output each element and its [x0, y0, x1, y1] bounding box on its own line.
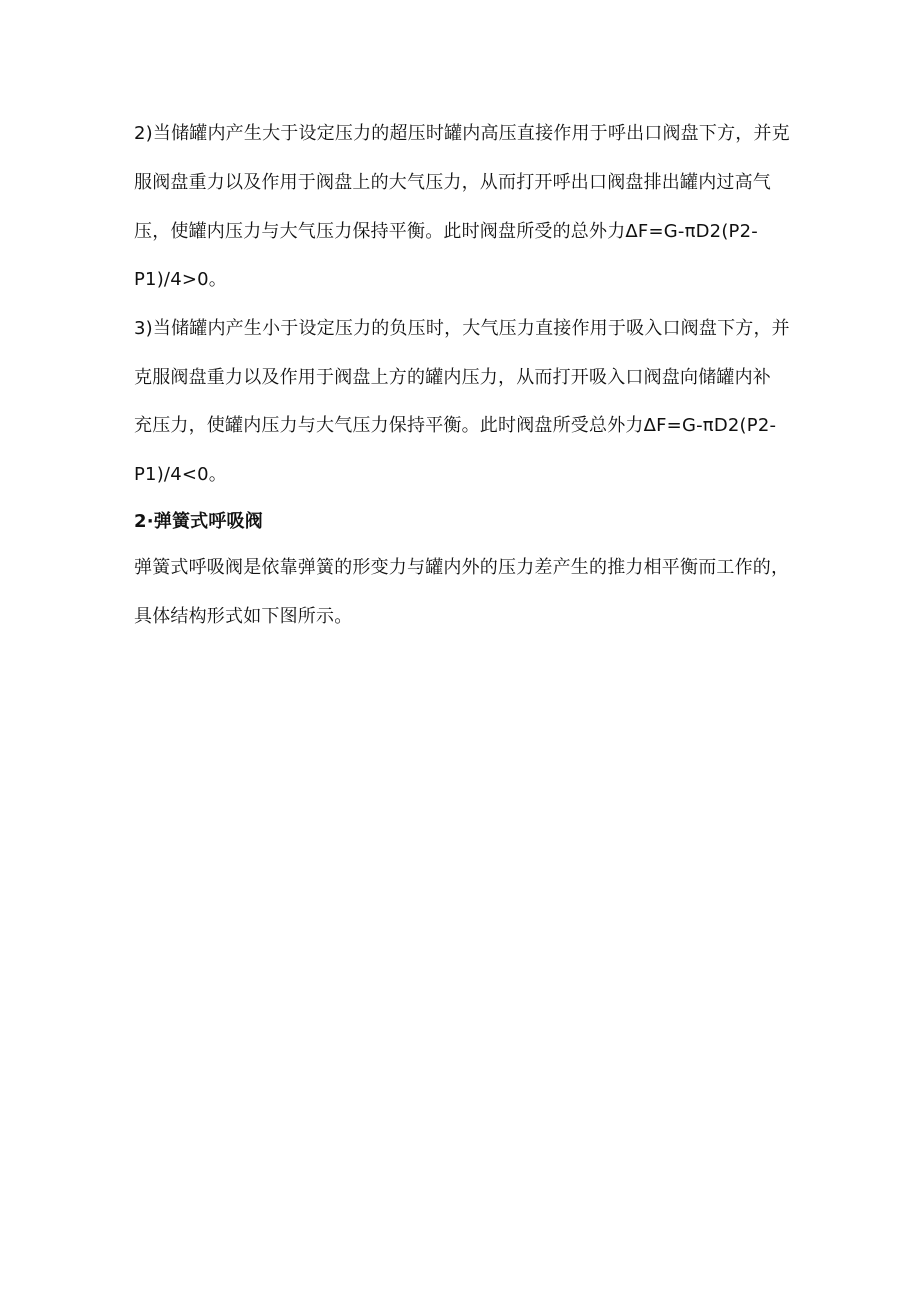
paragraph-line: 2)当储罐内产生大于设定压力的超压时罐内高压直接作用于呼出口阀盘下方，并克 — [134, 123, 790, 144]
paragraph-line: P1)∕4<0。 — [134, 464, 227, 485]
paragraph-line: 压，使罐内压力与大气压力保持平衡。此时阀盘所受的总外力ΔF=G-πD2(P2- — [134, 221, 758, 242]
section-heading: 2·弹簧式呼吸阀 — [134, 511, 263, 532]
paragraph-line: 3)当储罐内产生小于设定压力的负压时，大气压力直接作用于吸入口阀盘下方，并 — [134, 318, 790, 339]
paragraph-line: 充压力，使罐内压力与大气压力保持平衡。此时阀盘所受总外力ΔF=G-πD2(P2- — [134, 415, 777, 436]
paragraph-line: P1)∕4>0。 — [134, 269, 227, 290]
paragraph-line: 克服阀盘重力以及作用于阀盘上方的罐内压力，从而打开吸入口阀盘向储罐内补 — [134, 367, 771, 388]
paragraph-line: 具体结构形式如下图所示。 — [134, 606, 353, 627]
paragraph-line: 弹簧式呼吸阀是依靠弹簧的形变力与罐内外的压力差产生的推力相平衡而工作的， — [134, 557, 790, 578]
paragraph-line: 服阀盘重力以及作用于阀盘上的大气压力，从而打开呼出口阀盘排出罐内过高气 — [134, 172, 771, 193]
